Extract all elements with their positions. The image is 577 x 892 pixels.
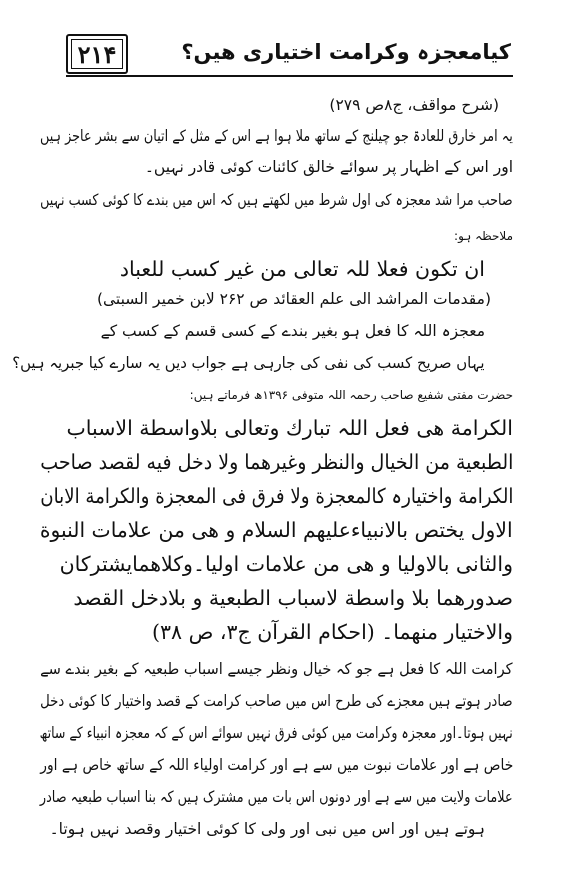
header-divider bbox=[66, 75, 513, 77]
body-line: کرامت اللہ کا فعل ہے جو کہ خیال ونظر جیسے اسباب طبعیہ کے بغیر بندے سے bbox=[40, 660, 513, 678]
running-title: کیامعجزہ وکرامت اختیاری ھیں؟ bbox=[181, 40, 511, 64]
arabic-passage-line: الطبعیة من الخیال والنظر وغیرھما ولا دخل فیه لقصد صاحب bbox=[39, 450, 513, 474]
arabic-passage-line: الاول یختص بالانبیاءعلیھم السلام و ھی من علامات النبوة bbox=[40, 518, 513, 542]
arabic-passage-line: والثانی بالاولیا و ھی من علامات اولیا۔وکلاھمایشترکان bbox=[59, 552, 513, 576]
arabic-passage-line: والاختیار منھما۔ (احکام القرآن ج۳، ص ۳۸) bbox=[152, 620, 513, 644]
page-number-frame bbox=[66, 34, 128, 74]
citation-muqaddimat: (مقدمات المراشد الی علم العقائد ص ۲۶۲ لابن خمیر السبتی) bbox=[96, 290, 491, 308]
note-label: ملاحظہ ہو: bbox=[454, 229, 513, 243]
body-line: ہوتے ہیں اور اس میں نبی اور ولی کا کوئی اختیار وقصد نہیں ہوتا۔ bbox=[49, 820, 485, 838]
arabic-quote: ان تکون فعلا للہ تعالی من غیر کسب للعباد bbox=[119, 257, 485, 281]
page-number: ۲۱۴ bbox=[77, 39, 117, 69]
body-line: یہاں صریح کسب کی نفی کی جارہی ہے جواب دیں یہ سارے کیا جبریہ ہیں؟ bbox=[12, 354, 485, 372]
body-line: صاحب مرا شد معجزہ کی اول شرط میں لکھتے ہیں کہ اس میں بندے کا کوئی کسب نہیں bbox=[40, 191, 513, 209]
translation-line: معجزہ اللہ کا فعل ہو بغیر بندے کے کسی قسم کے کسب کے bbox=[100, 322, 485, 340]
arabic-passage-line: الکرامة واختیارہ کالمعجزة ولا فرق فی المعجزة والکرامة الابان bbox=[39, 484, 513, 508]
attribution-line: حضرت مفتی شفیع صاحب رحمہ اللہ متوفی ۱۳۹۶ھ فرماتے ہیں: bbox=[189, 388, 513, 402]
body-line: اور اس کے اظہار پر سوائے خالق کائنات کوئی قادر نہیں۔ bbox=[144, 158, 513, 176]
body-line: صادر ہوتے ہیں معجزے کی طرح اس میں صاحب کرامت کے قصد واختیار کا کوئی دخل bbox=[40, 692, 513, 710]
body-line: یہ امر خارق للعادۃ جو چیلنج کے ساتھ ملا ہوا ہے اس کے مثل کے اتیان سے بشر عاجز ہیں bbox=[40, 127, 513, 145]
body-line: نہیں ہوتا۔اور معجزہ وکرامت میں کوئی فرق نہیں سوائے اس کے کہ معجزہ انبیاء کے ساتھ bbox=[39, 724, 513, 742]
body-line: خاص ہے اور علامات نبوت میں سے ہے اور کرامت اولیاء اللہ کے ساتھ خاص ہے اور bbox=[39, 756, 513, 774]
arabic-passage-line: صدورھما بلا واسطة لاسباب الطبعیة و بلادخل القصد bbox=[73, 586, 513, 610]
arabic-passage-line: الکرامة ھی فعل اللہ تبارك وتعالی بلاواسطة الاسباب bbox=[66, 416, 513, 440]
citation-sharh-mawaqif: (شرح مواقف، ج۸ص ۲۷۹) bbox=[329, 96, 499, 114]
body-line: علامات ولایت میں سے ہے اور دونوں اس بات میں مشترک ہیں کہ بنا اسباب طبعیہ صادر bbox=[40, 788, 513, 806]
